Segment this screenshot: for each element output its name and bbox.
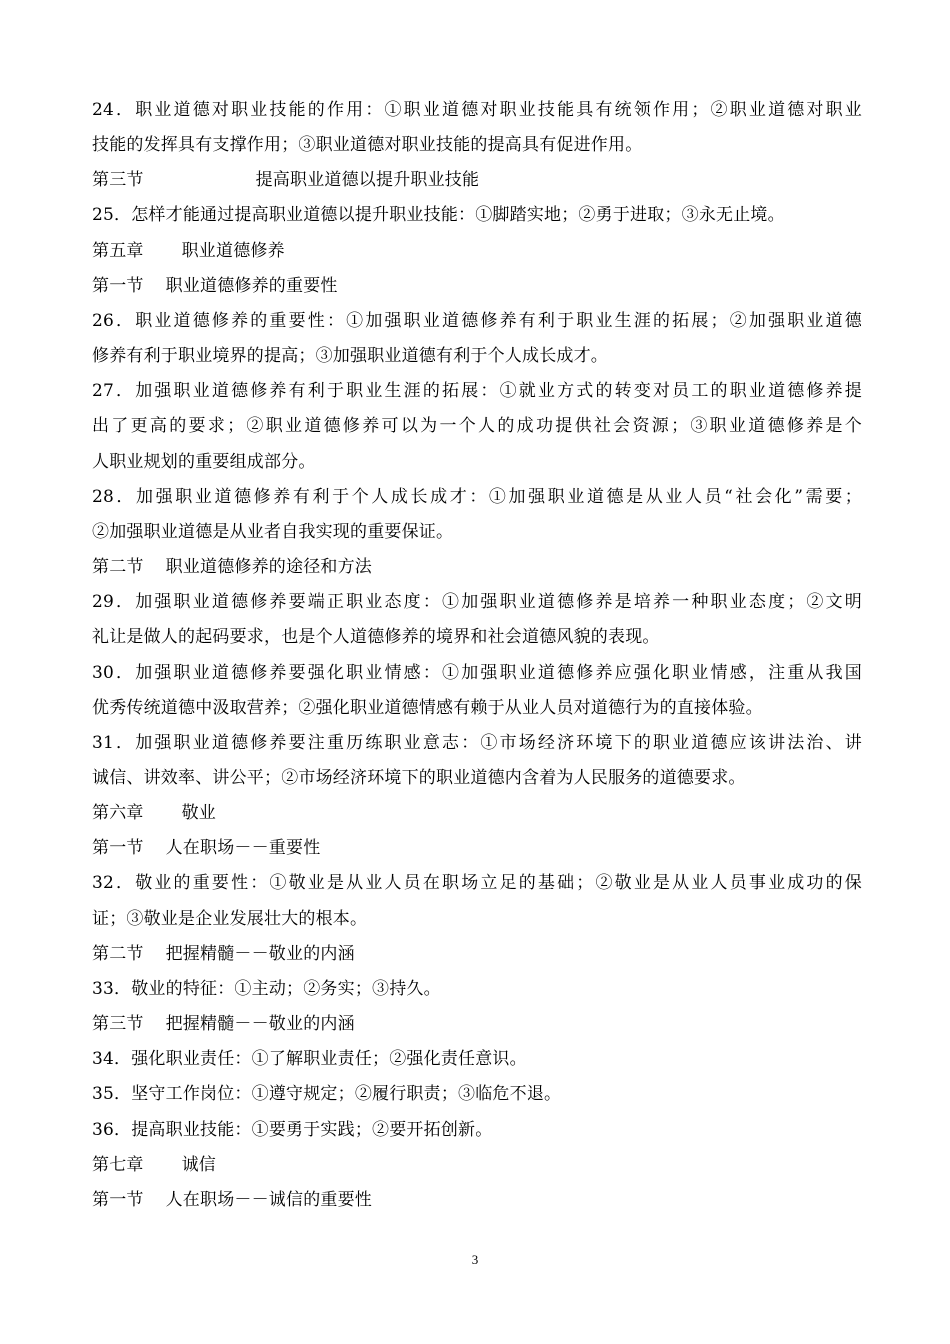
heading-number: 第二节: [92, 557, 144, 578]
section-heading: [92, 937, 862, 972]
heading-number: 第一节: [92, 275, 144, 296]
text-line: 证；③敬业是企业发展壮大的根本。: [92, 908, 368, 929]
heading-number: 第五章: [92, 240, 144, 261]
heading-number: 第一节: [92, 838, 144, 859]
text-line: 34．强化职业责任：①了解职业责任；②强化责任意识。: [92, 1049, 527, 1070]
heading-title: 把握精髓－－敬业的内涵: [165, 943, 355, 964]
text-line: 28．加强职业道德修养有利于个人成长成才：①加强职业道德是从业人员“社会化”需要；: [92, 486, 862, 507]
text-line: 26．职业道德修养的重要性：①加强职业道德修养有利于职业生涯的拓展；②加强职业道德: [92, 310, 862, 331]
section-heading: [92, 831, 862, 866]
section-heading: [92, 796, 862, 831]
text-line: 33．敬业的特征：①主动；②务实；③持久。: [92, 978, 441, 999]
heading-title: 提高职业道德以提升职业技能: [255, 170, 480, 191]
text-line: 诚信、讲效率、讲公平；②市场经济环境下的职业道德内含着为人民服务的道德要求。: [92, 767, 746, 788]
text-line: 出了更高的要求；②职业道德修养可以为一个人的成功提供社会资源；③职业道德修养是个: [92, 416, 862, 437]
heading-title: 人在职场－－诚信的重要性: [165, 1189, 373, 1210]
text-line: 35．坚守工作岗位：①遵守规定；②履行职责；③临危不退。: [92, 1084, 562, 1105]
text-line: 25．怎样才能通过提高职业道德以提升职业技能：①脚踏实地；②勇于进取；③永无止境。: [92, 205, 785, 226]
heading-number: 第二节: [92, 943, 144, 964]
heading-number: 第三节: [92, 1014, 144, 1035]
heading-number: 第一节: [92, 1189, 144, 1210]
document-body: [92, 93, 862, 1218]
heading-title: 诚信: [181, 1154, 217, 1175]
heading-title: 职业道德修养的途径和方法: [165, 557, 373, 578]
text-line: 27．加强职业道德修养有利于职业生涯的拓展：①就业方式的转变对员工的职业道德修养提: [92, 381, 862, 402]
text-line: 29．加强职业道德修养要端正职业态度：①加强职业道德修养是培养一种职业态度；②文明: [92, 592, 862, 613]
text-line: 技能的发挥具有支撑作用；③职业道德对职业技能的提高具有促进作用。: [92, 135, 643, 156]
text-line: 优秀传统道德中汲取营养；②强化职业道德情感有赖于从业人员对道德行为的直接体验。: [92, 697, 763, 718]
section-heading: [92, 163, 862, 198]
heading-title: 人在职场－－重要性: [165, 838, 321, 859]
section-heading: [92, 550, 862, 585]
text-line: 30．加强职业道德修养要强化职业情感：①加强职业道德修养应强化职业情感，注重从我国: [92, 662, 862, 683]
heading-title: 职业道德修养的重要性: [165, 275, 338, 296]
heading-title: 职业道德修养: [181, 240, 285, 261]
text-line: ②加强职业道德是从业者自我实现的重要保证。: [92, 521, 454, 542]
text-line: 32．敬业的重要性：①敬业是从业人员在职场立足的基础；②敬业是从业人员事业成功的保: [92, 873, 862, 894]
heading-number: 第六章: [92, 803, 144, 824]
section-heading: [92, 269, 862, 304]
text-line: 人职业规划的重要组成部分。: [92, 451, 316, 472]
section-heading: [92, 1007, 862, 1042]
text-line: 36．提高职业技能：①要勇于实践；②要开拓创新。: [92, 1119, 493, 1140]
heading-title: 敬业: [181, 803, 217, 824]
heading-number: 第七章: [92, 1154, 144, 1175]
section-heading: [92, 234, 862, 269]
text-line: 24．职业道德对职业技能的作用：①职业道德对职业技能具有统领作用；②职业道德对职业: [92, 100, 862, 120]
heading-title: 把握精髓－－敬业的内涵: [165, 1014, 355, 1035]
text-line: 31．加强职业道德修养要注重历练职业意志：①市场经济环境下的职业道德应该讲法治、讲: [92, 732, 862, 753]
text-line: 修养有利于职业境界的提高；③加强职业道德有利于个人成长成才。: [92, 346, 608, 367]
section-heading: [92, 1148, 862, 1183]
section-heading: [92, 1183, 862, 1218]
text-line: 礼让是做人的起码要求，也是个人道德修养的境界和社会道德风貌的表现。: [92, 627, 660, 648]
page-number: 3: [471, 1252, 479, 1267]
heading-number: 第三节: [92, 170, 144, 191]
